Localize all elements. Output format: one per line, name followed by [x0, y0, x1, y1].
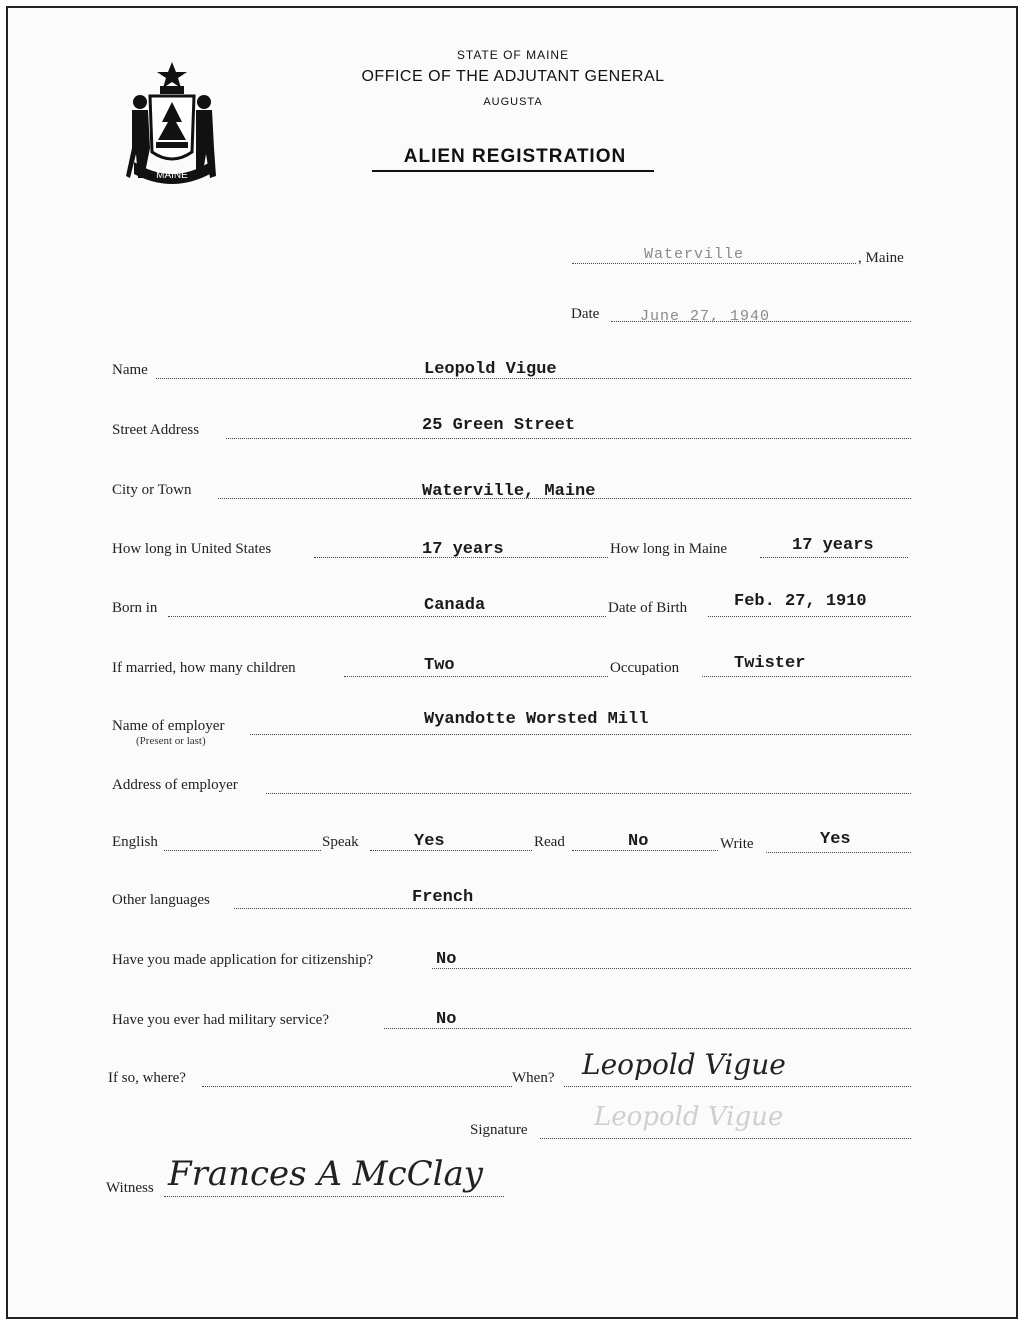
write-label: Write: [720, 836, 754, 852]
speak-value: Yes: [414, 832, 445, 851]
dob-value: Feb. 27, 1910: [734, 592, 867, 611]
maine-years-label: How long in Maine: [610, 541, 728, 557]
other-languages-value: French: [412, 888, 474, 907]
city-heading: AUGUSTA: [483, 96, 543, 108]
citizenship-value: No: [436, 950, 457, 969]
english-label: English: [112, 834, 158, 850]
us-years-label: How long in United States: [112, 541, 272, 557]
us-years-value: 17 years: [422, 540, 504, 559]
read-value: No: [628, 832, 649, 851]
maine-years-value: 17 years: [792, 536, 874, 555]
military-value: No: [436, 1010, 457, 1029]
dob-label: Date of Birth: [608, 600, 688, 616]
name-value: Leopold Vigue: [424, 360, 557, 379]
military-label: Have you ever had military service?: [112, 1012, 329, 1028]
witness-signature: Frances A McClay: [168, 1154, 484, 1194]
write-value: Yes: [820, 830, 851, 849]
children-label: If married, how many children: [112, 660, 296, 676]
form-page: [6, 6, 1018, 1319]
speak-label: Speak: [322, 834, 359, 850]
employer-sublabel: (Present or last): [136, 735, 206, 747]
title-underline: [372, 170, 654, 172]
city-value: Waterville, Maine: [422, 482, 596, 501]
state-heading: STATE OF MAINE: [456, 48, 570, 62]
occupation-label: Occupation: [610, 660, 680, 676]
form-title: ALIEN REGISTRATION: [403, 146, 627, 167]
svg-text:MAINE: MAINE: [156, 170, 188, 181]
location-value: Waterville: [644, 246, 745, 263]
name-label: Name: [112, 362, 148, 378]
employer-address-label: Address of employer: [112, 777, 238, 793]
other-languages-label: Other languages: [112, 892, 210, 908]
citizenship-label: Have you made application for citizenship?: [112, 952, 374, 968]
when-label: When?: [512, 1070, 555, 1086]
employer-value: Wyandotte Worsted Mill: [424, 710, 649, 729]
where-label: If so, where?: [108, 1070, 186, 1086]
location-suffix: , Maine: [858, 250, 904, 266]
read-label: Read: [534, 834, 565, 850]
signature-value: Leopold Vigue: [594, 1102, 784, 1132]
children-value: Two: [424, 656, 455, 675]
occupation-value: Twister: [734, 654, 806, 673]
date-value: June 27, 1940: [640, 308, 771, 325]
signature-label: Signature: [470, 1122, 528, 1138]
city-label: City or Town: [112, 482, 192, 498]
maine-seal-icon: [116, 58, 228, 188]
born-label: Born in: [112, 600, 158, 616]
witness-label: Witness: [106, 1180, 154, 1196]
employer-label: Name of employer: [112, 718, 225, 734]
street-value: 25 Green Street: [422, 416, 576, 435]
when-signature: Leopold Vigue: [582, 1048, 786, 1081]
office-heading: OFFICE OF THE ADJUTANT GENERAL: [361, 68, 665, 85]
street-label: Street Address: [112, 422, 200, 438]
date-label: Date: [571, 306, 600, 322]
born-value: Canada: [424, 596, 486, 615]
